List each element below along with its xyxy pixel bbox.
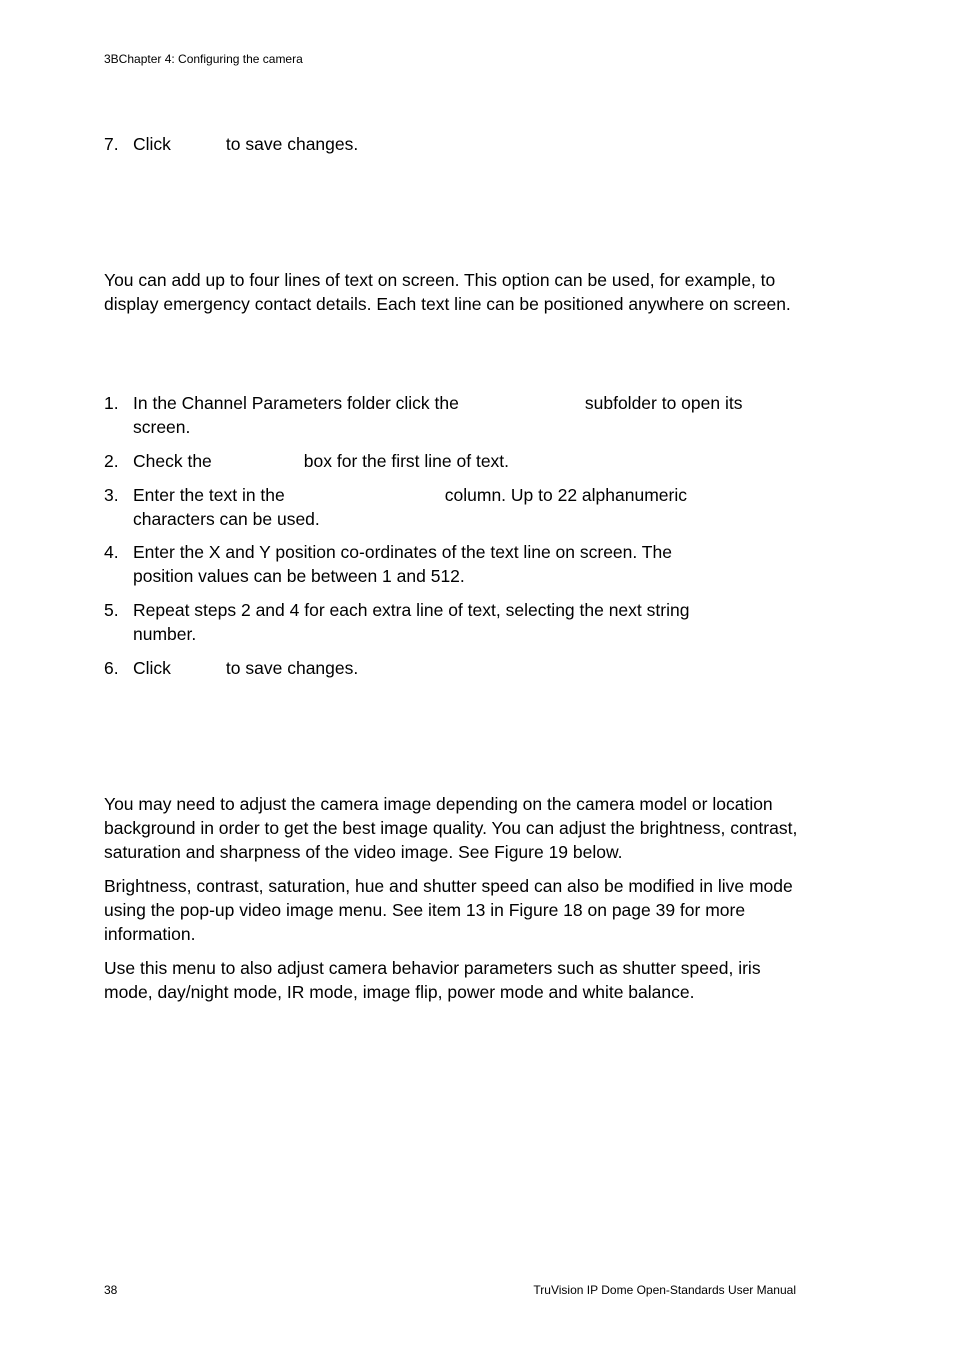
image-section — [104, 792, 804, 1004]
step-number: 6. — [104, 658, 119, 678]
step-number: 4. — [104, 542, 119, 562]
text-section-intro — [104, 268, 804, 316]
manual-title: TruVision IP Dome Open-Standards User Manual — [533, 1283, 796, 1297]
step-number: 7. — [104, 134, 119, 154]
paragraph: You can add up to four lines of text on screen. This option can be used, for example, to display emergency contact details. Each text line can be positioned anywhere on screen. — [104, 270, 791, 314]
step-text: In the Channel Parameters folder click the subfolder to open its screen. — [133, 393, 743, 437]
paragraph: Brightness, contrast, saturation, hue and shutter speed can also be modified in live mode using the pop-up video image menu. See item 13 in Figure 18 on page 39 for more information. — [104, 876, 793, 944]
step-number: 2. — [104, 451, 119, 471]
step-number: 1. — [104, 393, 119, 413]
running-header: 3BChapter 4: Configuring the camera — [104, 52, 303, 66]
step-text: Click to save changes. — [133, 134, 359, 154]
paragraph: Use this menu to also adjust camera behavior parameters such as shutter speed, iris mode, day/night mode, IR mode, image flip, power mode and white balance. — [104, 958, 761, 1002]
step-number: 3. — [104, 485, 119, 505]
step-text: Click to save changes. — [133, 658, 359, 678]
step-number: 5. — [104, 600, 119, 620]
step-text: Check the box for the first line of text. — [133, 451, 510, 471]
step-text: Enter the X and Y position co-ordinates of the text line on screen. The position values can be between 1 and 512. — [133, 542, 672, 586]
step-text: Enter the text in the column. Up to 22 alphanumeric characters can be used. — [133, 485, 687, 529]
paragraph: You may need to adjust the camera image depending on the camera model or location background in order to get the best image quality. You can adjust the brightness, contrast, saturation and sharpness of the video image. See Figure 19 below. — [104, 794, 798, 862]
page-number: 38 — [104, 1283, 118, 1297]
step-text: Repeat steps 2 and 4 for each extra line of text, selecting the next string number. — [133, 600, 690, 644]
